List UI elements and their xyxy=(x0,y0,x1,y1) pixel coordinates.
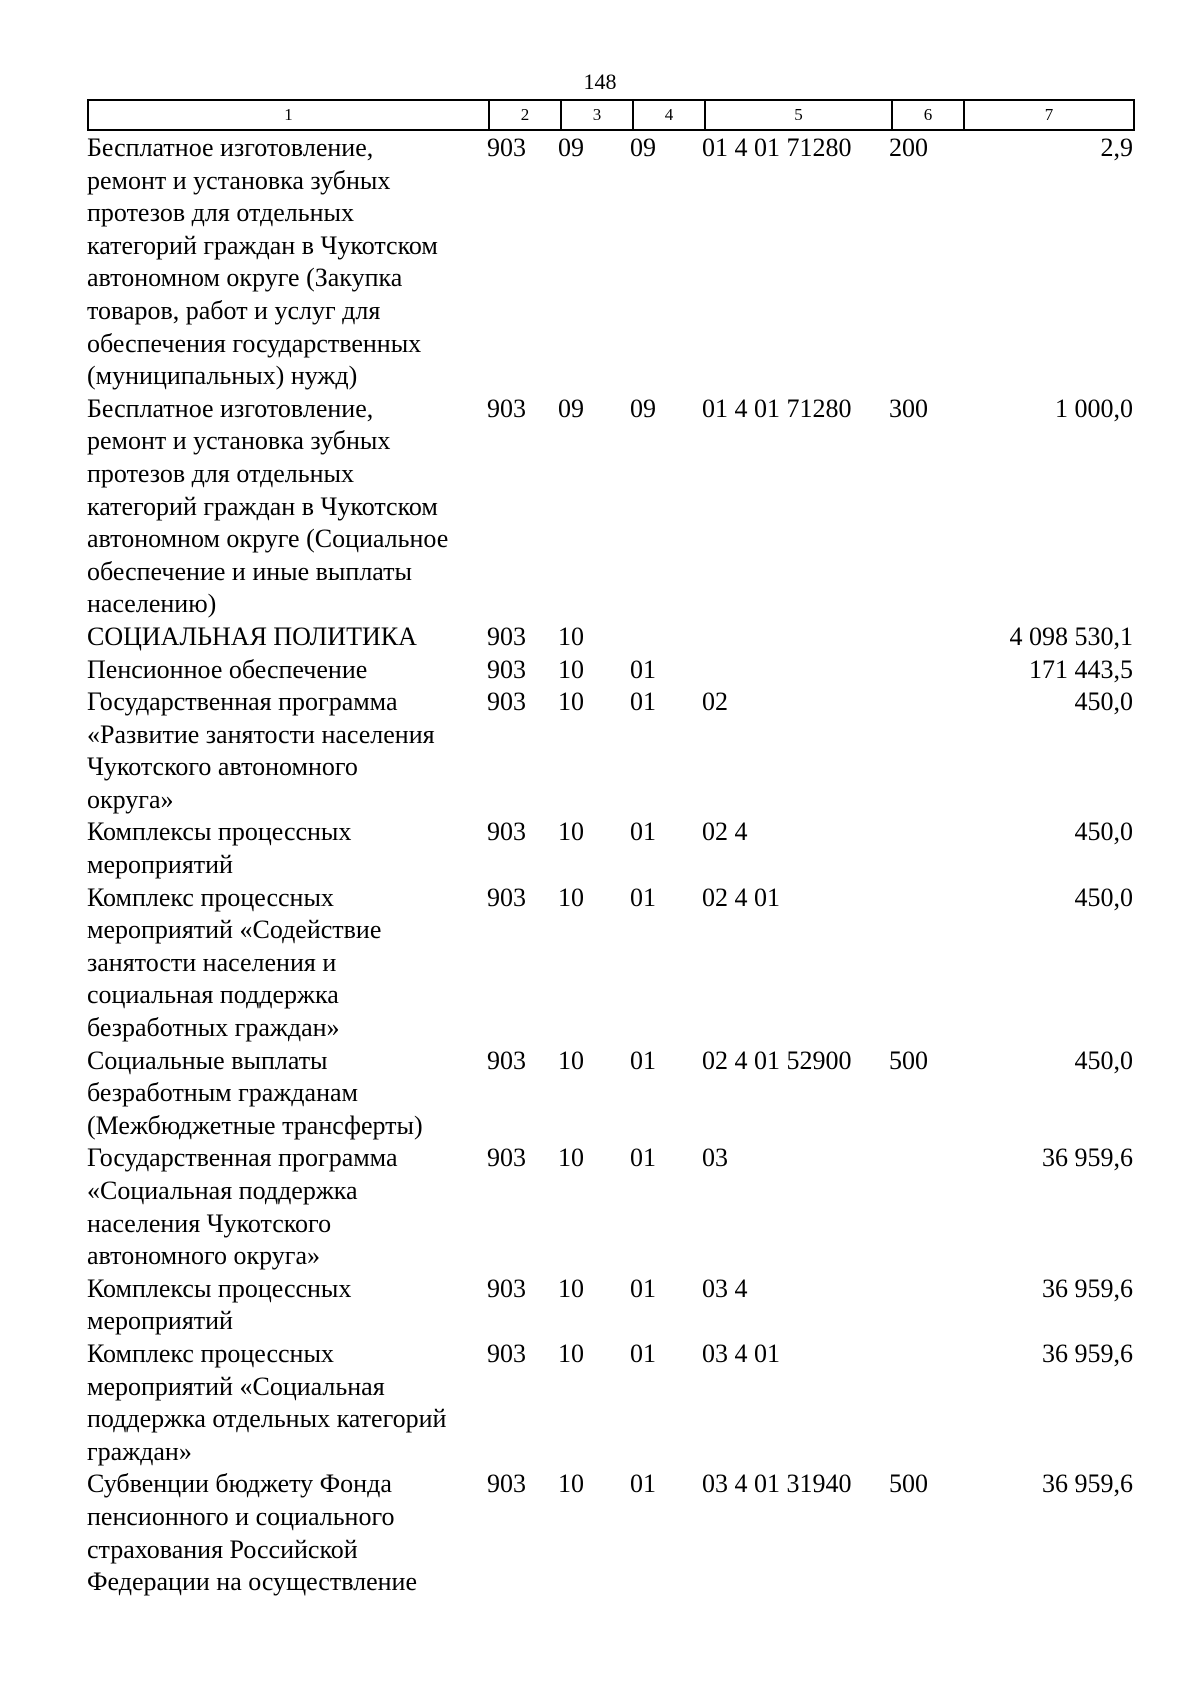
table-row xyxy=(87,686,1133,816)
row-section-code: 10 xyxy=(558,1045,584,1075)
row-amount: 4 098 530,1 xyxy=(1009,621,1133,651)
row-section-code: 10 xyxy=(558,687,584,717)
row-name: Бесплатное изготовление, ремонт и установка зубных протезов для отдельных категорий граждан в Чукотском автономном округе (Закупка товаров, работ и услуг для обеспечения государственных (муниципальных) нужд) xyxy=(87,133,438,391)
table-row xyxy=(87,882,1133,1045)
row-amount: 450,0 xyxy=(1074,1045,1133,1075)
row-expense-type: 200 xyxy=(889,133,928,162)
row-subsection-code: 01 xyxy=(630,687,656,717)
row-name: Комплексы процессных мероприятий xyxy=(87,1273,352,1336)
row-amount: 1 000,0 xyxy=(1055,393,1133,423)
row-section-code: 10 xyxy=(558,1338,584,1368)
column-header-1: 1 xyxy=(88,100,489,130)
table-row xyxy=(87,1338,1133,1468)
row-section-code: 09 xyxy=(558,133,584,162)
row-expense-type: 500 xyxy=(889,1469,928,1499)
row-section-code: 10 xyxy=(558,882,584,912)
row-name: Субвенции бюджету Фонда пенсионного и социального страхования Российской Федерации на осуществление xyxy=(87,1469,418,1597)
row-subsection-code: 09 xyxy=(630,133,656,162)
budget-table-body xyxy=(87,132,1133,1599)
table-row xyxy=(87,1468,1133,1598)
row-subsection-code: 01 xyxy=(630,1045,656,1075)
row-section-code: 10 xyxy=(558,621,584,651)
column-header-3: 3 xyxy=(561,100,633,130)
row-target-article: 01 4 01 71280 xyxy=(702,393,852,423)
row-name: СОЦИАЛЬНАЯ ПОЛИТИКА xyxy=(87,621,417,651)
row-target-article: 03 4 01 31940 xyxy=(702,1469,852,1499)
row-section-code: 10 xyxy=(558,1273,584,1303)
row-target-article: 03 4 01 xyxy=(702,1338,780,1368)
row-subsection-code: 09 xyxy=(630,393,656,423)
row-name: Социальные выплаты безработным гражданам (Межбюджетные трансферты) xyxy=(87,1045,423,1140)
row-subsection-code: 01 xyxy=(630,882,656,912)
row-section-code: 10 xyxy=(558,1469,584,1499)
row-target-article: 02 4 xyxy=(702,817,748,847)
row-subsection-code: 01 xyxy=(630,654,656,684)
row-ministry-code: 903 xyxy=(487,133,526,162)
table-row xyxy=(87,816,1133,881)
column-header-table xyxy=(87,99,1135,131)
row-name: Комплекс процессных мероприятий «Содействие занятости населения и социальная поддержка безработных граждан» xyxy=(87,882,382,1043)
row-ministry-code: 903 xyxy=(487,654,526,684)
row-section-code: 10 xyxy=(558,1143,584,1173)
table-row xyxy=(87,654,1133,687)
page-number: 148 xyxy=(583,69,617,94)
row-expense-type: 300 xyxy=(889,393,928,423)
row-name: Бесплатное изготовление, ремонт и установка зубных протезов для отдельных категорий граждан в Чукотском автономном округе (Социальное обеспечение и иные выплаты населению) xyxy=(87,393,449,619)
row-amount: 36 959,6 xyxy=(1042,1469,1133,1499)
row-target-article: 01 4 01 71280 xyxy=(702,133,852,162)
row-section-code: 09 xyxy=(558,393,584,423)
row-amount: 450,0 xyxy=(1074,687,1133,717)
row-subsection-code: 01 xyxy=(630,1273,656,1303)
row-name: Комплексы процессных мероприятий xyxy=(87,817,352,880)
row-ministry-code: 903 xyxy=(487,882,526,912)
row-ministry-code: 903 xyxy=(487,1273,526,1303)
row-name: Пенсионное обеспечение xyxy=(87,654,368,684)
row-subsection-code: 01 xyxy=(630,1338,656,1368)
row-target-article: 02 xyxy=(702,687,728,717)
row-amount: 36 959,6 xyxy=(1042,1273,1133,1303)
row-expense-type: 500 xyxy=(889,1045,928,1075)
row-target-article: 03 4 xyxy=(702,1273,748,1303)
table-row xyxy=(87,393,1133,621)
row-ministry-code: 903 xyxy=(487,1469,526,1499)
row-amount: 36 959,6 xyxy=(1042,1143,1133,1173)
row-ministry-code: 903 xyxy=(487,621,526,651)
table-row xyxy=(87,1142,1133,1272)
row-name: Комплекс процессных мероприятий «Социальная поддержка отдельных категорий граждан» xyxy=(87,1338,447,1466)
column-header-4: 4 xyxy=(633,100,705,130)
row-target-article: 02 4 01 xyxy=(702,882,780,912)
row-subsection-code: 01 xyxy=(630,817,656,847)
row-amount: 450,0 xyxy=(1074,817,1133,847)
table-row xyxy=(87,132,1133,393)
row-name: Государственная программа «Развитие занятости населения Чукотского автономного округа» xyxy=(87,687,435,814)
row-amount: 171 443,5 xyxy=(1029,654,1133,684)
row-name: Государственная программа «Социальная поддержка населения Чукотского автономного округа» xyxy=(87,1143,398,1271)
row-target-article: 03 xyxy=(702,1143,728,1173)
table-row xyxy=(87,621,1133,654)
row-ministry-code: 903 xyxy=(487,687,526,717)
column-header-5: 5 xyxy=(705,100,892,130)
table-row xyxy=(87,1273,1133,1338)
column-header-row xyxy=(88,100,1134,130)
row-ministry-code: 903 xyxy=(487,1045,526,1075)
column-header-6: 6 xyxy=(892,100,964,130)
row-target-article: 02 4 01 52900 xyxy=(702,1045,852,1075)
row-ministry-code: 903 xyxy=(487,1143,526,1173)
row-amount: 36 959,6 xyxy=(1042,1338,1133,1368)
row-subsection-code: 01 xyxy=(630,1469,656,1499)
row-amount: 2,9 xyxy=(1100,133,1133,162)
row-section-code: 10 xyxy=(558,817,584,847)
row-section-code: 10 xyxy=(558,654,584,684)
column-header-2: 2 xyxy=(489,100,561,130)
row-ministry-code: 903 xyxy=(487,817,526,847)
row-ministry-code: 903 xyxy=(487,1338,526,1368)
row-ministry-code: 903 xyxy=(487,393,526,423)
row-subsection-code: 01 xyxy=(630,1143,656,1173)
table-row xyxy=(87,1045,1133,1143)
column-header-7: 7 xyxy=(964,100,1134,130)
row-amount: 450,0 xyxy=(1074,882,1133,912)
